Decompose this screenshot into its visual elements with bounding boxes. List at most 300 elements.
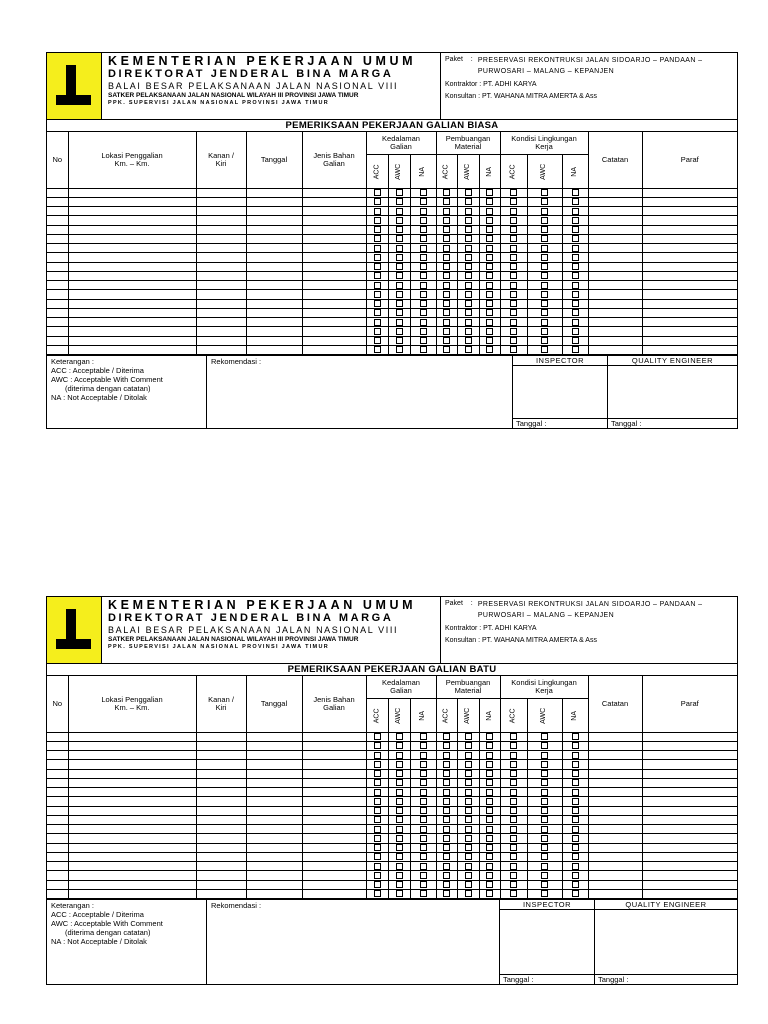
checkbox[interactable] — [510, 733, 517, 740]
checkbox[interactable] — [420, 881, 427, 888]
checkbox[interactable] — [465, 319, 472, 326]
checkbox[interactable] — [396, 826, 403, 833]
checkbox-cell[interactable] — [388, 769, 410, 778]
checkbox-cell[interactable] — [500, 880, 527, 889]
checkbox[interactable] — [374, 761, 381, 768]
table-cell[interactable] — [196, 778, 246, 787]
checkbox-cell[interactable] — [562, 308, 588, 317]
checkbox-cell[interactable] — [436, 815, 457, 824]
checkbox[interactable] — [510, 291, 517, 298]
checkbox[interactable] — [374, 319, 381, 326]
table-cell[interactable] — [246, 769, 302, 778]
table-cell[interactable] — [196, 244, 246, 253]
checkbox-cell[interactable] — [479, 308, 500, 317]
checkbox-cell[interactable] — [479, 732, 500, 741]
checkbox-cell[interactable] — [436, 345, 457, 354]
checkbox-cell[interactable] — [388, 336, 410, 345]
checkbox-cell[interactable] — [436, 188, 457, 197]
checkbox-cell[interactable] — [527, 852, 562, 861]
table-cell[interactable] — [642, 244, 737, 253]
checkbox[interactable] — [541, 319, 548, 326]
checkbox[interactable] — [541, 733, 548, 740]
checkbox[interactable] — [541, 844, 548, 851]
table-cell[interactable] — [642, 760, 737, 769]
table-cell[interactable] — [642, 815, 737, 824]
checkbox-cell[interactable] — [457, 290, 479, 299]
table-cell[interactable] — [302, 788, 366, 797]
table-cell[interactable] — [302, 741, 366, 750]
table-cell[interactable] — [246, 244, 302, 253]
checkbox[interactable] — [396, 761, 403, 768]
checkbox[interactable] — [443, 263, 450, 270]
checkbox[interactable] — [510, 863, 517, 870]
checkbox[interactable] — [443, 798, 450, 805]
checkbox-cell[interactable] — [366, 788, 388, 797]
table-cell[interactable] — [642, 825, 737, 834]
table-cell[interactable] — [196, 862, 246, 871]
table-cell[interactable] — [588, 299, 642, 308]
checkbox-cell[interactable] — [436, 262, 457, 271]
table-cell[interactable] — [47, 216, 68, 225]
checkbox[interactable] — [396, 779, 403, 786]
checkbox-cell[interactable] — [457, 880, 479, 889]
table-cell[interactable] — [642, 741, 737, 750]
checkbox[interactable] — [374, 254, 381, 261]
checkbox[interactable] — [541, 863, 548, 870]
table-cell[interactable] — [47, 262, 68, 271]
checkbox-cell[interactable] — [436, 741, 457, 750]
checkbox[interactable] — [510, 226, 517, 233]
table-cell[interactable] — [246, 290, 302, 299]
checkbox[interactable] — [572, 198, 579, 205]
checkbox-cell[interactable] — [410, 216, 436, 225]
checkbox[interactable] — [420, 752, 427, 759]
checkbox-cell[interactable] — [436, 889, 457, 898]
checkbox-cell[interactable] — [388, 741, 410, 750]
checkbox-cell[interactable] — [388, 244, 410, 253]
table-cell[interactable] — [302, 207, 366, 216]
checkbox[interactable] — [510, 816, 517, 823]
checkbox[interactable] — [486, 282, 493, 289]
checkbox-cell[interactable] — [436, 862, 457, 871]
checkbox[interactable] — [420, 300, 427, 307]
table-cell[interactable] — [588, 788, 642, 797]
quality-engineer-signature[interactable] — [595, 900, 737, 984]
table-cell[interactable] — [68, 871, 196, 880]
table-cell[interactable] — [68, 299, 196, 308]
checkbox[interactable] — [420, 835, 427, 842]
checkbox[interactable] — [420, 346, 427, 353]
checkbox[interactable] — [510, 263, 517, 270]
checkbox[interactable] — [486, 733, 493, 740]
table-cell[interactable] — [47, 797, 68, 806]
checkbox-cell[interactable] — [410, 806, 436, 815]
checkbox[interactable] — [541, 272, 548, 279]
checkbox[interactable] — [486, 319, 493, 326]
checkbox[interactable] — [486, 328, 493, 335]
checkbox-cell[interactable] — [388, 825, 410, 834]
checkbox[interactable] — [443, 208, 450, 215]
inspector-signature[interactable] — [513, 356, 608, 428]
checkbox[interactable] — [374, 853, 381, 860]
checkbox[interactable] — [396, 319, 403, 326]
table-cell[interactable] — [196, 327, 246, 336]
checkbox-cell[interactable] — [388, 225, 410, 234]
table-cell[interactable] — [302, 871, 366, 880]
checkbox-cell[interactable] — [366, 769, 388, 778]
checkbox-cell[interactable] — [366, 871, 388, 880]
table-cell[interactable] — [196, 345, 246, 354]
checkbox-cell[interactable] — [366, 253, 388, 262]
table-cell[interactable] — [642, 862, 737, 871]
checkbox-cell[interactable] — [562, 889, 588, 898]
checkbox[interactable] — [465, 189, 472, 196]
table-cell[interactable] — [642, 188, 737, 197]
checkbox-cell[interactable] — [388, 216, 410, 225]
checkbox-cell[interactable] — [436, 318, 457, 327]
table-cell[interactable] — [642, 778, 737, 787]
table-cell[interactable] — [68, 806, 196, 815]
checkbox[interactable] — [541, 346, 548, 353]
table-cell[interactable] — [588, 843, 642, 852]
checkbox-cell[interactable] — [457, 207, 479, 216]
checkbox-cell[interactable] — [500, 797, 527, 806]
table-cell[interactable] — [47, 834, 68, 843]
table-cell[interactable] — [246, 732, 302, 741]
checkbox-cell[interactable] — [410, 778, 436, 787]
table-cell[interactable] — [302, 843, 366, 852]
table-cell[interactable] — [302, 815, 366, 824]
checkbox[interactable] — [486, 807, 493, 814]
checkbox-cell[interactable] — [500, 825, 527, 834]
table-cell[interactable] — [68, 769, 196, 778]
checkbox-cell[interactable] — [366, 308, 388, 317]
table-cell[interactable] — [47, 271, 68, 280]
table-cell[interactable] — [302, 880, 366, 889]
checkbox-cell[interactable] — [562, 751, 588, 760]
table-cell[interactable] — [68, 862, 196, 871]
checkbox-cell[interactable] — [527, 760, 562, 769]
checkbox[interactable] — [510, 217, 517, 224]
checkbox-cell[interactable] — [479, 281, 500, 290]
checkbox[interactable] — [486, 890, 493, 897]
table-cell[interactable] — [642, 751, 737, 760]
table-cell[interactable] — [302, 318, 366, 327]
table-cell[interactable] — [588, 308, 642, 317]
checkbox[interactable] — [572, 872, 579, 879]
checkbox-cell[interactable] — [527, 244, 562, 253]
checkbox-cell[interactable] — [562, 852, 588, 861]
checkbox-cell[interactable] — [388, 271, 410, 280]
table-cell[interactable] — [47, 318, 68, 327]
table-cell[interactable] — [196, 889, 246, 898]
checkbox-cell[interactable] — [527, 253, 562, 262]
checkbox-cell[interactable] — [562, 281, 588, 290]
checkbox[interactable] — [572, 853, 579, 860]
checkbox[interactable] — [486, 208, 493, 215]
checkbox-cell[interactable] — [479, 788, 500, 797]
checkbox-cell[interactable] — [457, 741, 479, 750]
checkbox[interactable] — [541, 245, 548, 252]
checkbox[interactable] — [572, 263, 579, 270]
checkbox-cell[interactable] — [410, 815, 436, 824]
checkbox[interactable] — [465, 826, 472, 833]
checkbox[interactable] — [465, 291, 472, 298]
table-cell[interactable] — [642, 797, 737, 806]
checkbox-cell[interactable] — [410, 345, 436, 354]
checkbox-cell[interactable] — [562, 862, 588, 871]
table-cell[interactable] — [302, 262, 366, 271]
checkbox-cell[interactable] — [436, 244, 457, 253]
checkbox[interactable] — [420, 872, 427, 879]
table-cell[interactable] — [196, 843, 246, 852]
checkbox-cell[interactable] — [366, 290, 388, 299]
checkbox-cell[interactable] — [366, 751, 388, 760]
checkbox[interactable] — [396, 789, 403, 796]
checkbox[interactable] — [396, 752, 403, 759]
checkbox-cell[interactable] — [500, 751, 527, 760]
checkbox[interactable] — [541, 807, 548, 814]
checkbox-cell[interactable] — [500, 852, 527, 861]
checkbox[interactable] — [374, 189, 381, 196]
checkbox-cell[interactable] — [479, 290, 500, 299]
checkbox[interactable] — [572, 881, 579, 888]
table-cell[interactable] — [47, 778, 68, 787]
checkbox-cell[interactable] — [562, 318, 588, 327]
table-cell[interactable] — [196, 188, 246, 197]
checkbox[interactable] — [420, 789, 427, 796]
checkbox[interactable] — [396, 853, 403, 860]
checkbox-cell[interactable] — [500, 336, 527, 345]
checkbox-cell[interactable] — [500, 281, 527, 290]
checkbox[interactable] — [465, 254, 472, 261]
checkbox-cell[interactable] — [410, 290, 436, 299]
checkbox-cell[interactable] — [410, 852, 436, 861]
checkbox-cell[interactable] — [366, 889, 388, 898]
checkbox-cell[interactable] — [388, 299, 410, 308]
checkbox[interactable] — [443, 890, 450, 897]
table-cell[interactable] — [302, 299, 366, 308]
checkbox-cell[interactable] — [527, 778, 562, 787]
checkbox[interactable] — [541, 282, 548, 289]
checkbox[interactable] — [572, 816, 579, 823]
table-cell[interactable] — [246, 806, 302, 815]
table-cell[interactable] — [642, 871, 737, 880]
checkbox[interactable] — [396, 337, 403, 344]
table-cell[interactable] — [196, 308, 246, 317]
table-cell[interactable] — [196, 732, 246, 741]
checkbox[interactable] — [374, 226, 381, 233]
table-cell[interactable] — [588, 244, 642, 253]
checkbox[interactable] — [443, 881, 450, 888]
checkbox-cell[interactable] — [457, 806, 479, 815]
table-cell[interactable] — [246, 741, 302, 750]
checkbox[interactable] — [486, 217, 493, 224]
checkbox[interactable] — [541, 779, 548, 786]
checkbox-cell[interactable] — [366, 741, 388, 750]
table-cell[interactable] — [302, 225, 366, 234]
checkbox-cell[interactable] — [457, 862, 479, 871]
table-cell[interactable] — [68, 281, 196, 290]
checkbox[interactable] — [510, 235, 517, 242]
checkbox[interactable] — [443, 816, 450, 823]
inspector-signature[interactable] — [500, 900, 595, 984]
checkbox[interactable] — [443, 300, 450, 307]
checkbox[interactable] — [374, 272, 381, 279]
checkbox[interactable] — [510, 208, 517, 215]
table-cell[interactable] — [302, 834, 366, 843]
checkbox[interactable] — [420, 291, 427, 298]
table-cell[interactable] — [47, 843, 68, 852]
checkbox[interactable] — [420, 761, 427, 768]
table-cell[interactable] — [68, 244, 196, 253]
checkbox[interactable] — [465, 226, 472, 233]
checkbox-cell[interactable] — [500, 815, 527, 824]
checkbox-cell[interactable] — [562, 225, 588, 234]
checkbox[interactable] — [420, 742, 427, 749]
checkbox[interactable] — [572, 189, 579, 196]
checkbox-cell[interactable] — [479, 336, 500, 345]
checkbox-cell[interactable] — [479, 318, 500, 327]
table-cell[interactable] — [302, 336, 366, 345]
checkbox[interactable] — [572, 761, 579, 768]
checkbox[interactable] — [572, 235, 579, 242]
table-cell[interactable] — [588, 862, 642, 871]
checkbox-cell[interactable] — [562, 290, 588, 299]
checkbox[interactable] — [420, 235, 427, 242]
checkbox-cell[interactable] — [436, 769, 457, 778]
checkbox-cell[interactable] — [527, 806, 562, 815]
table-cell[interactable] — [302, 234, 366, 243]
table-cell[interactable] — [642, 834, 737, 843]
checkbox[interactable] — [396, 807, 403, 814]
checkbox[interactable] — [420, 337, 427, 344]
table-cell[interactable] — [642, 308, 737, 317]
checkbox[interactable] — [541, 816, 548, 823]
checkbox-cell[interactable] — [410, 308, 436, 317]
table-cell[interactable] — [246, 788, 302, 797]
table-cell[interactable] — [588, 741, 642, 750]
checkbox-cell[interactable] — [457, 234, 479, 243]
checkbox[interactable] — [420, 328, 427, 335]
checkbox[interactable] — [396, 272, 403, 279]
checkbox[interactable] — [541, 789, 548, 796]
checkbox[interactable] — [510, 752, 517, 759]
table-cell[interactable] — [47, 741, 68, 750]
checkbox[interactable] — [443, 245, 450, 252]
table-cell[interactable] — [196, 281, 246, 290]
checkbox-cell[interactable] — [562, 262, 588, 271]
checkbox-cell[interactable] — [457, 843, 479, 852]
checkbox-cell[interactable] — [562, 188, 588, 197]
checkbox-cell[interactable] — [500, 769, 527, 778]
checkbox-cell[interactable] — [500, 843, 527, 852]
checkbox-cell[interactable] — [479, 234, 500, 243]
checkbox-cell[interactable] — [527, 271, 562, 280]
checkbox[interactable] — [374, 798, 381, 805]
table-cell[interactable] — [196, 769, 246, 778]
checkbox-cell[interactable] — [527, 281, 562, 290]
table-cell[interactable] — [588, 281, 642, 290]
checkbox[interactable] — [465, 346, 472, 353]
checkbox[interactable] — [420, 770, 427, 777]
table-cell[interactable] — [588, 825, 642, 834]
table-cell[interactable] — [588, 769, 642, 778]
checkbox[interactable] — [443, 189, 450, 196]
table-cell[interactable] — [196, 741, 246, 750]
checkbox-cell[interactable] — [388, 889, 410, 898]
checkbox[interactable] — [486, 798, 493, 805]
checkbox-cell[interactable] — [388, 327, 410, 336]
table-cell[interactable] — [47, 244, 68, 253]
table-cell[interactable] — [642, 225, 737, 234]
table-cell[interactable] — [642, 290, 737, 299]
checkbox[interactable] — [443, 226, 450, 233]
checkbox-cell[interactable] — [366, 207, 388, 216]
checkbox[interactable] — [541, 198, 548, 205]
checkbox-cell[interactable] — [366, 834, 388, 843]
checkbox-cell[interactable] — [457, 244, 479, 253]
checkbox-cell[interactable] — [562, 234, 588, 243]
table-cell[interactable] — [588, 216, 642, 225]
checkbox-cell[interactable] — [457, 751, 479, 760]
checkbox[interactable] — [420, 844, 427, 851]
checkbox-cell[interactable] — [410, 299, 436, 308]
checkbox[interactable] — [510, 853, 517, 860]
checkbox-cell[interactable] — [366, 216, 388, 225]
checkbox[interactable] — [541, 337, 548, 344]
checkbox-cell[interactable] — [410, 862, 436, 871]
checkbox-cell[interactable] — [457, 732, 479, 741]
checkbox-cell[interactable] — [366, 281, 388, 290]
checkbox-cell[interactable] — [527, 788, 562, 797]
table-cell[interactable] — [68, 345, 196, 354]
table-cell[interactable] — [246, 852, 302, 861]
table-cell[interactable] — [588, 345, 642, 354]
checkbox[interactable] — [510, 272, 517, 279]
checkbox-cell[interactable] — [527, 188, 562, 197]
checkbox[interactable] — [465, 779, 472, 786]
checkbox-cell[interactable] — [366, 244, 388, 253]
checkbox[interactable] — [572, 272, 579, 279]
checkbox[interactable] — [572, 770, 579, 777]
checkbox-cell[interactable] — [457, 308, 479, 317]
table-cell[interactable] — [302, 825, 366, 834]
checkbox-cell[interactable] — [479, 769, 500, 778]
checkbox[interactable] — [465, 198, 472, 205]
table-cell[interactable] — [302, 253, 366, 262]
checkbox-cell[interactable] — [410, 271, 436, 280]
table-cell[interactable] — [68, 216, 196, 225]
checkbox[interactable] — [443, 291, 450, 298]
checkbox-cell[interactable] — [410, 244, 436, 253]
table-cell[interactable] — [588, 889, 642, 898]
checkbox-cell[interactable] — [562, 871, 588, 880]
recommendation-field[interactable] — [207, 356, 513, 428]
checkbox-cell[interactable] — [410, 788, 436, 797]
checkbox-cell[interactable] — [388, 751, 410, 760]
checkbox-cell[interactable] — [479, 880, 500, 889]
table-cell[interactable] — [196, 234, 246, 243]
checkbox[interactable] — [420, 779, 427, 786]
checkbox[interactable] — [465, 807, 472, 814]
checkbox[interactable] — [374, 291, 381, 298]
checkbox[interactable] — [541, 291, 548, 298]
table-cell[interactable] — [47, 862, 68, 871]
checkbox-cell[interactable] — [479, 327, 500, 336]
checkbox[interactable] — [465, 217, 472, 224]
checkbox[interactable] — [374, 807, 381, 814]
